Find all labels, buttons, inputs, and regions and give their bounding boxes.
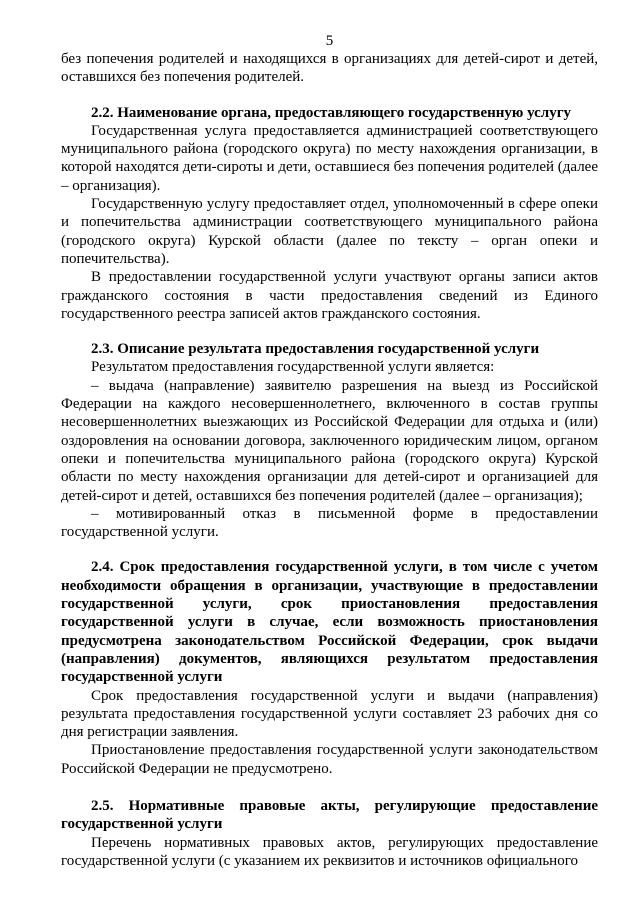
section-2-2 bbox=[61, 104, 598, 324]
paragraph: Приостановление предоставления государственной услуги законодательством Российской Федерации не предусмотрено. bbox=[61, 742, 598, 777]
paragraph: Результатом предоставления государственной услуги является: bbox=[91, 359, 495, 376]
section-2-5 bbox=[61, 797, 598, 870]
page-number: 5 bbox=[325, 33, 334, 49]
section-heading: 2.5. Нормативные правовые акты, регулирующие предоставление государственной услуги bbox=[61, 797, 598, 833]
section-heading: 2.3. Описание результата предоставления государственной услуги bbox=[91, 341, 540, 358]
paragraph: Государственная услуга предоставляется администрацией соответствующего муниципального района (городского округа) по месту нахождения организации, в которой находятся дети-сироты и дети, оставшиеся без попечения родителей (далее – организация). bbox=[61, 122, 598, 194]
paragraph: Перечень нормативных правовых актов, регулирующих предоставление государственной услуги (с указанием их реквизитов и источников официального bbox=[61, 834, 598, 869]
intro-paragraph: без попечения родителей и находящихся в организациях для детей-сирот и детей, оставшихся без попечения родителей. bbox=[61, 51, 598, 86]
section-2-4 bbox=[61, 558, 598, 778]
paragraph: Государственную услугу предоставляет отдел, уполномоченный в сфере опеки и попечительства администрации соответствующего муниципального района (городского округа) Курской области (далее по тексту – орган опеки и попечительства). bbox=[61, 196, 598, 267]
section-2-3 bbox=[61, 340, 598, 541]
list-item: – выдача (направление) заявителю разрешения на выезд из Российской Федерации на каждого несовершеннолетнего, включенного в состав группы несовершеннолетних выезжающих из Российской Федерации для отдыха и (или) оздоровления на основании договора, заключенного юридическим лицом, органом опеки и попечительства муниципального района (городского округа) Курской области по месту нахождения организации для детей-сирот и организацией для детей-сирот и детей, оставшихся без попечения родителей (далее – организация); bbox=[61, 377, 598, 504]
paragraph: В предоставлении государственной услуги участвуют органы записи актов гражданского состояния в части предоставления сведений из Единого государственного реестра записей актов гражданского состояния. bbox=[61, 269, 598, 322]
list-item: – мотивированный отказ в письменной форме в предоставлении государственной услуги. bbox=[61, 505, 598, 541]
section-heading: 2.4. Срок предоставления государственной услуги, в том числе с учетом необходимости обращения в организации, участвующие в предоставлении государственной услуги, срок приостановления предоставления государственной услуги в случае, если возможность приостановления предусмотрена законодательством Российской Федерации, срок выдачи (направления) документов, являющихся результатом предоставления государственной услуги bbox=[61, 559, 598, 686]
section-heading: 2.2. Наименование органа, предоставляющего государственную услугу bbox=[91, 104, 572, 121]
paragraph: Срок предоставления государственной услуги и выдачи (направления) результата предоставления государственной услуги составляет 23 рабочих дня со дня регистрации заявления. bbox=[61, 687, 598, 741]
